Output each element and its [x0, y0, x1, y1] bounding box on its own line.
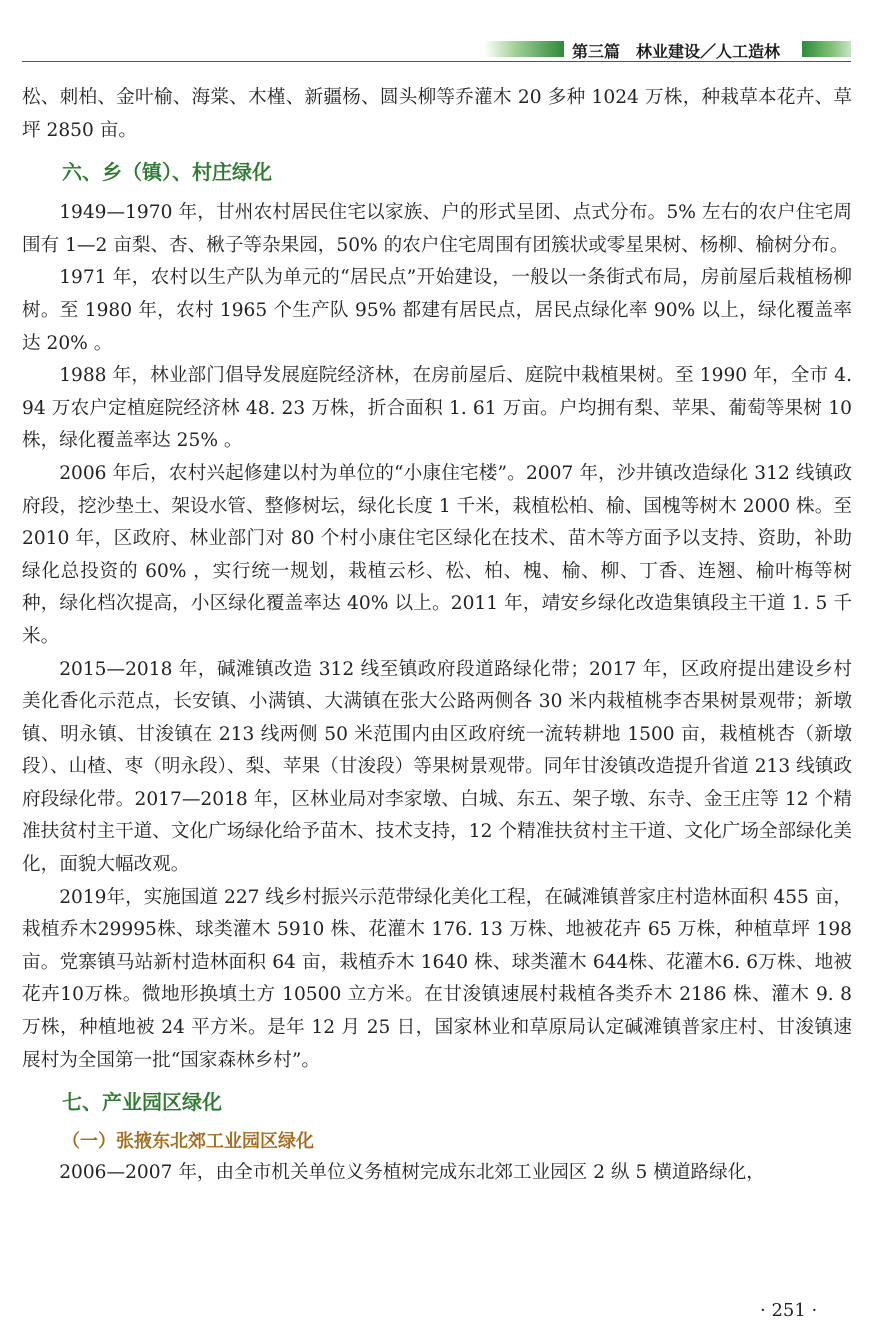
- header-decor-bar-right: [802, 41, 851, 57]
- paragraph: 2015—2018 年，碱滩镇改造 312 线至镇政府段道路绿化带；2017 年，区政府提出建设乡村美化香化示范点，长安镇、小满镇、大满镇在张大公路两侧各 30 米内栽植桃李杏果树景观带；新墩镇、明永镇、甘浚镇在 213 线两侧 50 米范围内由区政府统一流转耕地 1500 亩，栽植桃杏（新墩段）、山楂、枣（明永段）、梨、苹果（甘浚段）等果树景观带。同年甘浚镇改造提升省道 213 线镇政府段绿化带。2017—2018 年，区林业局对李家墩、白城、东五、架子墩、东寺、金王庄等 12 个精准扶贫村主干道、文化广场绿化给予苗木、技术支持，12 个精准扶贫村主干道、文化广场全部绿化美化，面貌大幅改观。: [22, 658, 852, 876]
- running-header: [22, 38, 851, 60]
- paragraph: 1949—1970 年，甘州农村居民住宅以家族、户的形式呈团、点式分布。5% 左右的农户住宅周围有 1—2 亩梨、杏、楸子等杂果园，50% 的农户住宅周围有团簇状或零星果树、杨柳、榆树分布。: [22, 202, 852, 256]
- paragraph-continued: 松、刺柏、金叶榆、海棠、木槿、新疆杨、圆头柳等乔灌木 20 多种 1024 万株，种栽草本花卉、草坪 2850 亩。: [22, 87, 852, 141]
- header-decor-bar-left: [484, 41, 564, 57]
- paragraph: 1971 年，农村以生产队为单元的“居民点”开始建设，一般以一条街式布局，房前屋后栽植杨柳树。至 1980 年，农村 1965 个生产队 95% 都建有居民点，居民点绿化率 90% 以上，绿化覆盖率达 20% 。: [22, 267, 852, 354]
- page-number: · 251 ·: [760, 1300, 818, 1321]
- section-heading-six: 六、乡（镇）、村庄绿化: [62, 160, 272, 185]
- paragraph: 2006—2007 年，由全市机关单位义务植树完成东北郊工业园区 2 纵 5 横道路绿化，: [59, 1162, 765, 1184]
- section-heading-seven: 七、产业园区绿化: [62, 1090, 222, 1115]
- page-body: [22, 82, 852, 1190]
- header-rule: [22, 61, 851, 62]
- subsection-heading: （一）张掖东北郊工业园区绿化: [62, 1131, 314, 1153]
- paragraph: 1988 年，林业部门倡导发展庭院经济林，在房前屋后、庭院中栽植果树。至 1990 年，全市 4. 94 万农户定植庭院经济林 48. 23 万株，折合面积 1. 61 万亩。户均拥有梨、苹果、葡萄等果树 10 株，绿化覆盖率达 25% 。: [22, 365, 852, 452]
- paragraph: 2006 年后，农村兴起修建以村为单位的“小康住宅楼”。2007 年，沙井镇改造绿化 312 线镇政府段，挖沙垫土、架设水管、整修树坛，绿化长度 1 千米，栽植松柏、榆、国槐等树木 2000 株。至 2010 年，区政府、林业部门对 80 个村小康住宅区绿化在技术、苗木等方面予以支持、资助，补助绿化总投资的 60% ，实行统一规划，栽植云杉、松、柏、槐、榆、柳、丁香、连翘、榆叶梅等树种，绿化档次提高，小区绿化覆盖率达 40% 以上。2011 年，靖安乡绿化改造集镇段主干道 1. 5 千米。: [22, 462, 852, 647]
- paragraph: 2019年，实施国道 227 线乡村振兴示范带绿化美化工程，在碱滩镇普家庄村造林面积 455 亩，栽植乔木29995株、球类灌木 5910 株、花灌木 176. 13 万株、地被花卉 65 万株，种植草坪 198 亩。党寨镇马站新村造林面积 64 亩，栽植乔木 1640 株、球类灌木 644株、花灌木6. 6万株、地被花卉10万株。微地形换填土方 10500 立方米。在甘浚镇速展村栽植各类乔木 2186 株、灌木 9. 8 万株，种植地被 24 平方米。是年 12 月 25 日，国家林业和草原局认定碱滩镇普家庄村、甘浚镇速展村为全国第一批“国家森林乡村”。: [22, 886, 852, 1071]
- running-header-title: 第三篇 林业建设／人工造林: [572, 42, 781, 61]
